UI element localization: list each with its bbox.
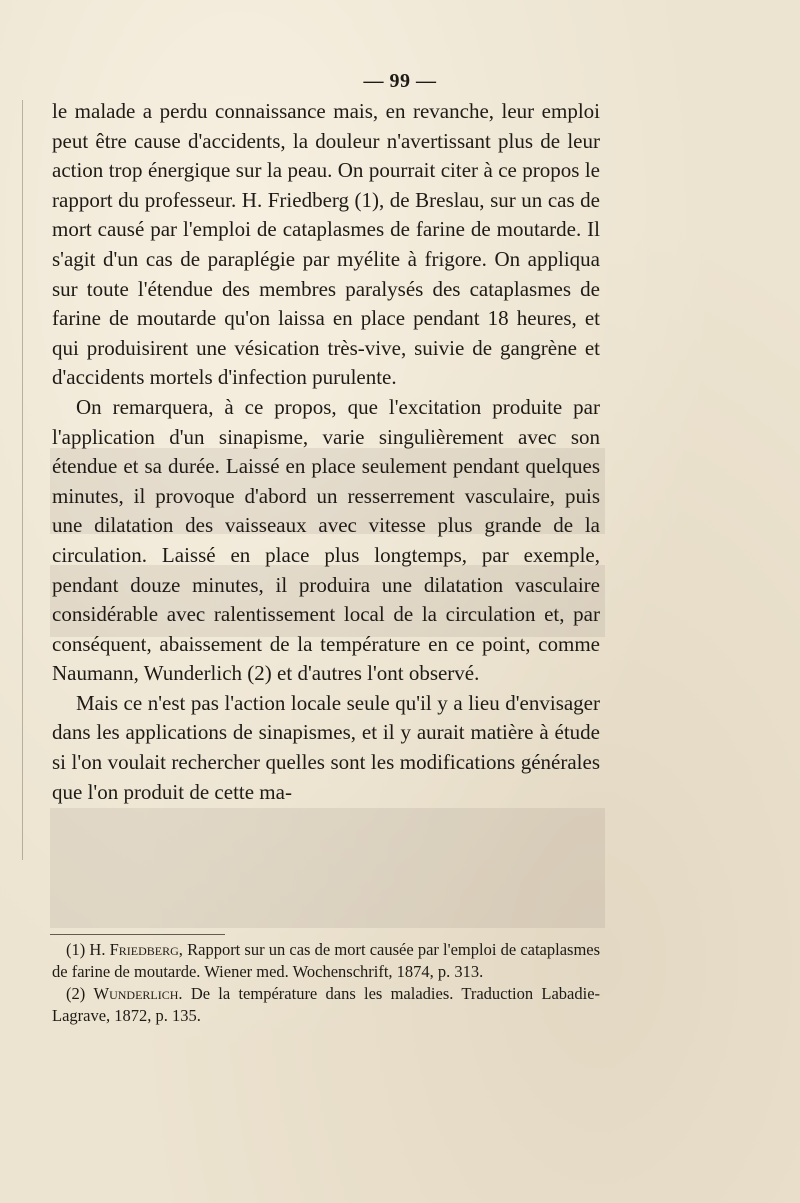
footnote-marker: (1) <box>66 940 86 959</box>
bleed-through-shade <box>50 808 605 928</box>
paragraph: Mais ce n'est pas l'action locale seule qu'il y a lieu d'envisager dans les applications de sinapismes, et il y aurait matière à étude si l'on voulait rechercher quelles sont les modifications générales que l'on produit de cette ma- <box>52 690 600 804</box>
page-number: — 99 — <box>363 70 437 92</box>
footnote-separator <box>50 934 225 935</box>
footnote-text: Rapport sur un cas de mort causée par l'emploi de cataplasmes de farine de moutarde. Wiener med. Wochenschrift, 1874, p. 313. <box>52 940 601 981</box>
paragraph: le malade a perdu connaissance mais, en revanche, leur emploi peut être cause d'accidents, la douleur n'avertissant plus de leur action trop énergique sur la peau. On pourrait citer à ce propos le rapport du professeur. H. Friedberg (1), de Breslau, sur un cas de mort causé par l'emploi de cataplasmes de farine de moutarde. Il s'agit d'un cas de paraplégie par myélite à frigore. On appliqua sur toute l'étendue des membres paralysés des cataplasmes de farine de moutarde qu'on laissa en place pendant 18 heures, et qui produisirent une vésication très-vive, suivie de gangrène et d'accidents mortels d'infection purulente. <box>52 99 600 390</box>
footnote-text: De la température dans les maladies. Traduction Labadie-Lagrave, 1872, p. 135. <box>52 984 601 1025</box>
left-margin-line <box>22 100 23 860</box>
footnote <box>52 983 600 1027</box>
footnote-author: Wunderlich. <box>93 984 183 1003</box>
footnote <box>52 939 600 983</box>
footnotes <box>52 939 600 1027</box>
paragraph: On remarquera, à ce propos, que l'excitation produite par l'application d'un sinapisme, varie singulièrement avec son étendue et sa durée. Laissé en place seulement pendant quelques minutes, il provoque d'abord un resserrement vasculaire, puis une dilatation des vaisseaux avec vitesse plus grande de la circulation. Laissé en place plus longtemps, par exemple, pendant douze minutes, il produira une dilatation vasculaire considérable avec ralentissement local de la circulation et, par conséquent, abaissement de la température en ce point, comme Naumann, Wunderlich (2) et d'autres l'ont observé. <box>52 394 600 686</box>
footnote-author: H. Friedberg, <box>89 940 183 959</box>
footnote-marker: (2) <box>66 984 86 1003</box>
body-text <box>52 97 600 807</box>
